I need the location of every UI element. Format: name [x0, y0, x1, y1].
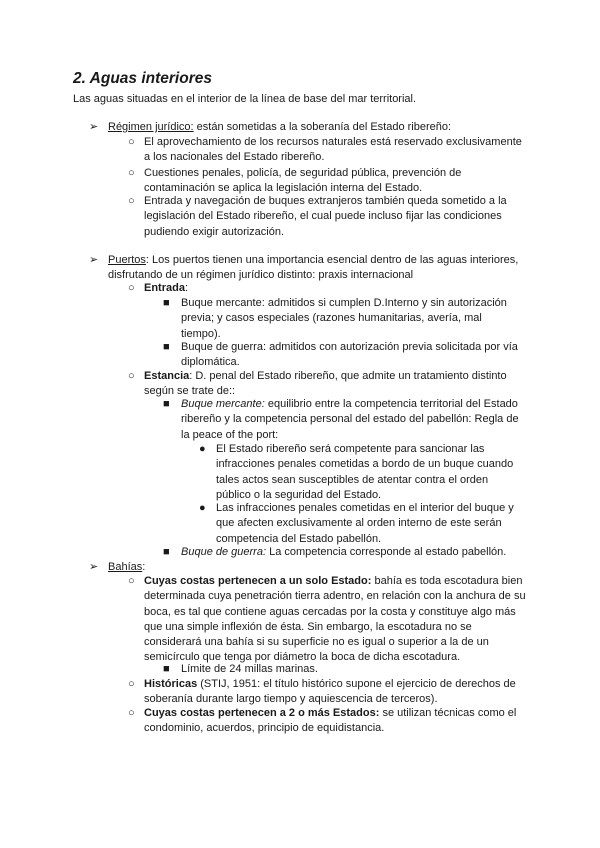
list-item [128, 135, 526, 166]
list-item [128, 194, 526, 240]
list-item: ○ Entrada: [144, 281, 526, 296]
list-item [163, 397, 526, 443]
regimen-text: están sometidas a la soberanía del Estado ribereño: [193, 121, 452, 133]
list-item [128, 574, 528, 666]
puertos-text: : Los puertos tienen una importancia esencial dentro de las aguas interiores, disfrutando de un régimen jurídico distinto: praxis internacional [108, 254, 519, 282]
entrada-label: Entrada [144, 282, 185, 294]
list-item [163, 545, 526, 560]
section-puertos [89, 253, 526, 284]
list-item-text: Cuestiones penales, policía, de seguridad pública, prevención de contaminación se aplica la legislación interna del Estado. [144, 167, 462, 195]
square-bullet-icon: ■ [163, 398, 170, 410]
list-item [128, 369, 522, 400]
list-item-text: Las infracciones penales cometidas en el interior del buque y que afecten exclusivamente al orden interno de este serán competencia del Estado pabellón. [216, 502, 514, 545]
estancia-text: : D. penal del Estado ribereño, que admite un tratamiento distinto según se trate de:: [144, 370, 507, 398]
circle-bullet-icon: ○ [128, 370, 135, 382]
puertos-label: Puertos [108, 254, 146, 266]
list-item-text: Buque mercante: admitidos si cumplen D.Interno y sin autorización previa; y casos especiales (razones humanitarias, avería, mal tiempo). [181, 297, 507, 340]
circle-bullet-icon: ○ [128, 575, 135, 587]
historicas-label: Históricas [144, 678, 198, 690]
square-bullet-icon: ■ [163, 546, 170, 558]
list-item [163, 296, 521, 342]
list-item [163, 340, 521, 371]
list-item-text: El Estado ribereño será competente para sancionar las infracciones penales cometidas a bordo de un buque cuando tales actos sean susceptibles de atentar contra el orden público o la seguridad del Estado. [216, 443, 514, 501]
dot-bullet-icon: ● [199, 502, 206, 514]
circle-bullet-icon: ○ [128, 195, 135, 207]
mercante-label: Buque mercante: [181, 398, 265, 410]
circle-bullet-icon: ○ [128, 282, 135, 294]
dos-estados-label: Cuyas costas pertenecen a 2 o más Estados: [144, 707, 380, 719]
list-item [163, 662, 521, 677]
arrow-bullet-icon: ➢ [89, 561, 99, 573]
circle-bullet-icon: ○ [128, 167, 135, 179]
intro-paragraph: Las aguas situadas en el interior de la línea de base del mar territorial. [73, 93, 417, 105]
list-item-text: Límite de 24 millas marinas. [181, 663, 318, 675]
list-item [199, 442, 522, 503]
guerra-label: Buque de guerra: [181, 546, 267, 558]
square-bullet-icon: ■ [163, 341, 170, 353]
square-bullet-icon: ■ [163, 297, 170, 309]
regimen-label: Régimen jurídico: [108, 121, 194, 133]
circle-bullet-icon: ○ [128, 678, 135, 690]
list-item-text: El aprovechamiento de los recursos naturales está reservado exclusivamente a los nacionales del Estado ribereño. [144, 136, 522, 164]
square-bullet-icon: ■ [163, 663, 170, 675]
dot-bullet-icon: ● [199, 443, 206, 455]
solo-estado-label: Cuyas costas pertenecen a un solo Estado: [144, 575, 372, 587]
estancia-label: Estancia [144, 370, 190, 382]
list-item [128, 706, 530, 737]
section-bahias: ➢ Bahías: [108, 560, 526, 575]
list-item-text: Buque de guerra: admitidos con autorización previa solicitada por vía diplomática. [181, 341, 518, 369]
historicas-text: (STIJ, 1951: el título histórico supone el ejercicio de derechos de soberanía durante largo tiempo y aquiescencia de terceros). [144, 678, 516, 706]
section-regimen [89, 120, 508, 135]
list-item [199, 501, 522, 547]
list-item-text: Entrada y navegación de buques extranjeros también queda sometido a la legislación del Estado ribereño, el cual puede incluso fijar las condiciones pudiendo exigir autorización. [144, 195, 507, 238]
circle-bullet-icon: ○ [128, 136, 135, 148]
dos-estados-text: se utilizan técnicas como el condominio, acuerdos, principio de equidistancia. [144, 707, 517, 735]
mercante-text: equilibrio entre la competencia territorial del Estado ribereño y la competencia personal del estado del pabellón: Regla de la peace of the port: [181, 398, 519, 441]
circle-bullet-icon: ○ [128, 707, 135, 719]
arrow-bullet-icon: ➢ [89, 254, 99, 266]
bahias-label: Bahías [108, 561, 143, 573]
list-item [128, 166, 526, 197]
solo-estado-text: bahía es toda escotadura bien determinada cuya penetración tierra adentro, en relación con la anchura de su boca, es tal que contiene aguas cercadas por la costa y constituye algo más que una simple inflexión de ésta. Sin embargo, la escotadura no se considerará una bahía si su superficie no es igual o superior a la de un semicírculo que tenga por diámetro la boca de dicha escotadura. [144, 575, 526, 664]
guerra-text: La competencia corresponde al estado pabellón. [266, 546, 507, 558]
arrow-bullet-icon: ➢ [89, 121, 99, 133]
list-item [128, 677, 526, 708]
page-title: 2. Aguas interiores [73, 70, 212, 87]
